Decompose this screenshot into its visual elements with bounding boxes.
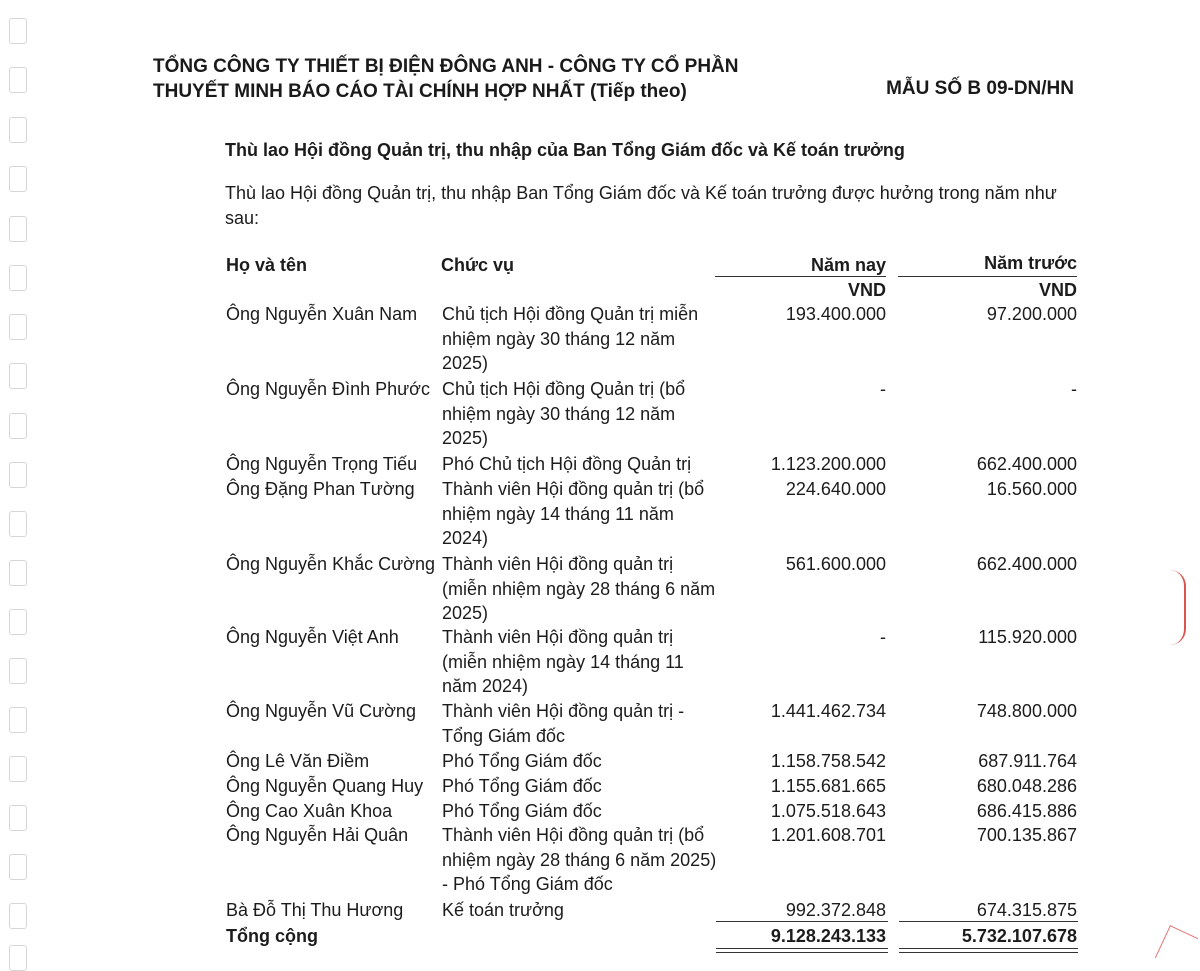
row-current: 1.201.608.701 xyxy=(770,825,886,845)
row-position: Thành viên Hội đồng quản trị (miễn nhiệm ngày 14 tháng 11 năm 2024) xyxy=(442,627,684,696)
row-position: Chủ tịch Hội đồng Quản trị (bổ nhiệm ngày 30 tháng 12 năm 2025) xyxy=(442,379,686,448)
row-previous: 115.920.000 xyxy=(978,627,1077,647)
row-position: Phó Chủ tịch Hội đồng Quản trị xyxy=(442,454,692,474)
total-double-rule-previous-1 xyxy=(899,948,1078,949)
row-name: Ông Nguyễn Hải Quân xyxy=(226,825,409,845)
row-position: Kế toán trưởng xyxy=(442,900,564,920)
form-number: MẪU SỐ B 09-DN/HN xyxy=(886,78,1074,99)
row-current: - xyxy=(880,379,886,399)
header-current-year: Năm nay xyxy=(810,255,886,275)
row-position: Phó Tổng Giám đốc xyxy=(442,776,602,796)
header-name: Họ và tên xyxy=(226,255,308,275)
report-title: THUYẾT MINH BÁO CÁO TÀI CHÍNH HỢP NHẤT (Tiếp theo) xyxy=(153,81,687,102)
row-current: 1.158.758.542 xyxy=(770,751,886,771)
total-previous: 5.732.107.678 xyxy=(961,926,1077,946)
section-intro: Thù lao Hội đồng Quản trị, thu nhập Ban Tổng Giám đốc và Kế toán trưởng được hưởng trong năm như sau: xyxy=(225,183,1057,228)
row-name: Ông Nguyễn Quang Huy xyxy=(226,776,424,796)
row-current: - xyxy=(880,627,886,647)
total-double-rule-previous-2 xyxy=(899,952,1078,953)
header-rule-current xyxy=(715,276,886,277)
row-previous: - xyxy=(1071,379,1077,399)
row-previous: 662.400.000 xyxy=(976,554,1077,574)
row-current: 1.441.462.734 xyxy=(770,701,886,721)
header-rule-previous xyxy=(898,276,1077,277)
row-name: Ông Nguyễn Xuân Nam xyxy=(226,304,418,324)
row-current: 561.600.000 xyxy=(785,554,886,574)
total-current: 9.128.243.133 xyxy=(770,926,886,946)
row-previous: 674.315.875 xyxy=(976,900,1077,920)
row-previous: 662.400.000 xyxy=(976,454,1077,474)
row-position: Phó Tổng Giám đốc xyxy=(442,751,602,771)
row-current: 992.372.848 xyxy=(785,900,886,920)
row-current: 1.075.518.643 xyxy=(770,801,886,821)
total-double-rule-current-2 xyxy=(716,952,888,953)
binding-holes xyxy=(0,0,40,969)
red-signature-mark xyxy=(1155,925,1198,971)
header-previous-year: Năm trước xyxy=(984,253,1077,273)
row-name: Ông Đặng Phan Tường xyxy=(226,479,415,499)
row-name: Ông Nguyễn Trọng Tiếu xyxy=(226,454,418,474)
row-name: Ông Cao Xuân Khoa xyxy=(226,801,393,821)
row-previous: 686.415.886 xyxy=(976,801,1077,821)
total-label: Tổng cộng xyxy=(226,926,318,946)
row-position: Chủ tịch Hội đồng Quản trị miễn nhiệm ngày 30 tháng 12 năm 2025) xyxy=(442,304,699,373)
row-position: Thành viên Hội đồng quản trị (bổ nhiệm ngày 14 tháng 11 năm 2024) xyxy=(442,479,705,548)
row-current: 193.400.000 xyxy=(785,304,886,324)
unit-current: VND xyxy=(847,280,886,300)
row-current: 224.640.000 xyxy=(785,479,886,499)
row-name: Ông Nguyễn Khắc Cường xyxy=(226,554,435,574)
row-name: Ông Nguyễn Việt Anh xyxy=(226,627,399,647)
company-name: TỔNG CÔNG TY THIẾT BỊ ĐIỆN ĐÔNG ANH - CÔNG TY CỔ PHẦN xyxy=(153,56,739,77)
row-position: Thành viên Hội đồng quản trị - Tổng Giám đốc xyxy=(442,701,685,746)
row-previous: 16.560.000 xyxy=(986,479,1077,499)
row-current: 1.123.200.000 xyxy=(770,454,886,474)
row-previous: 680.048.286 xyxy=(976,776,1077,796)
row-position: Phó Tổng Giám đốc xyxy=(442,801,602,821)
row-previous: 97.200.000 xyxy=(986,304,1077,324)
row-previous: 700.135.867 xyxy=(976,825,1077,845)
row-name: Bà Đỗ Thị Thu Hương xyxy=(226,900,404,920)
row-name: Ông Nguyễn Đình Phước xyxy=(226,379,430,399)
total-double-rule-current-1 xyxy=(716,948,888,949)
row-name: Ông Lê Văn Điềm xyxy=(226,751,370,771)
red-pen-mark xyxy=(1170,570,1186,645)
total-rule-current xyxy=(716,921,888,922)
header-position: Chức vụ xyxy=(441,255,515,275)
row-previous: 748.800.000 xyxy=(976,701,1077,721)
row-position: Thành viên Hội đồng quản trị (bổ nhiệm ngày 28 tháng 6 năm 2025) - Phó Tổng Giám đốc xyxy=(442,825,717,894)
row-current: 1.155.681.665 xyxy=(770,776,886,796)
row-name: Ông Nguyễn Vũ Cường xyxy=(226,701,416,721)
document-header xyxy=(153,54,739,104)
total-rule-previous xyxy=(899,921,1078,922)
unit-previous: VND xyxy=(1038,280,1077,300)
row-position: Thành viên Hội đồng quản trị (miễn nhiệm ngày 28 tháng 6 năm 2025) xyxy=(442,554,716,623)
row-previous: 687.911.764 xyxy=(978,751,1077,771)
section-title: Thù lao Hội đồng Quản trị, thu nhập của Ban Tổng Giám đốc và Kế toán trưởng xyxy=(225,140,905,160)
